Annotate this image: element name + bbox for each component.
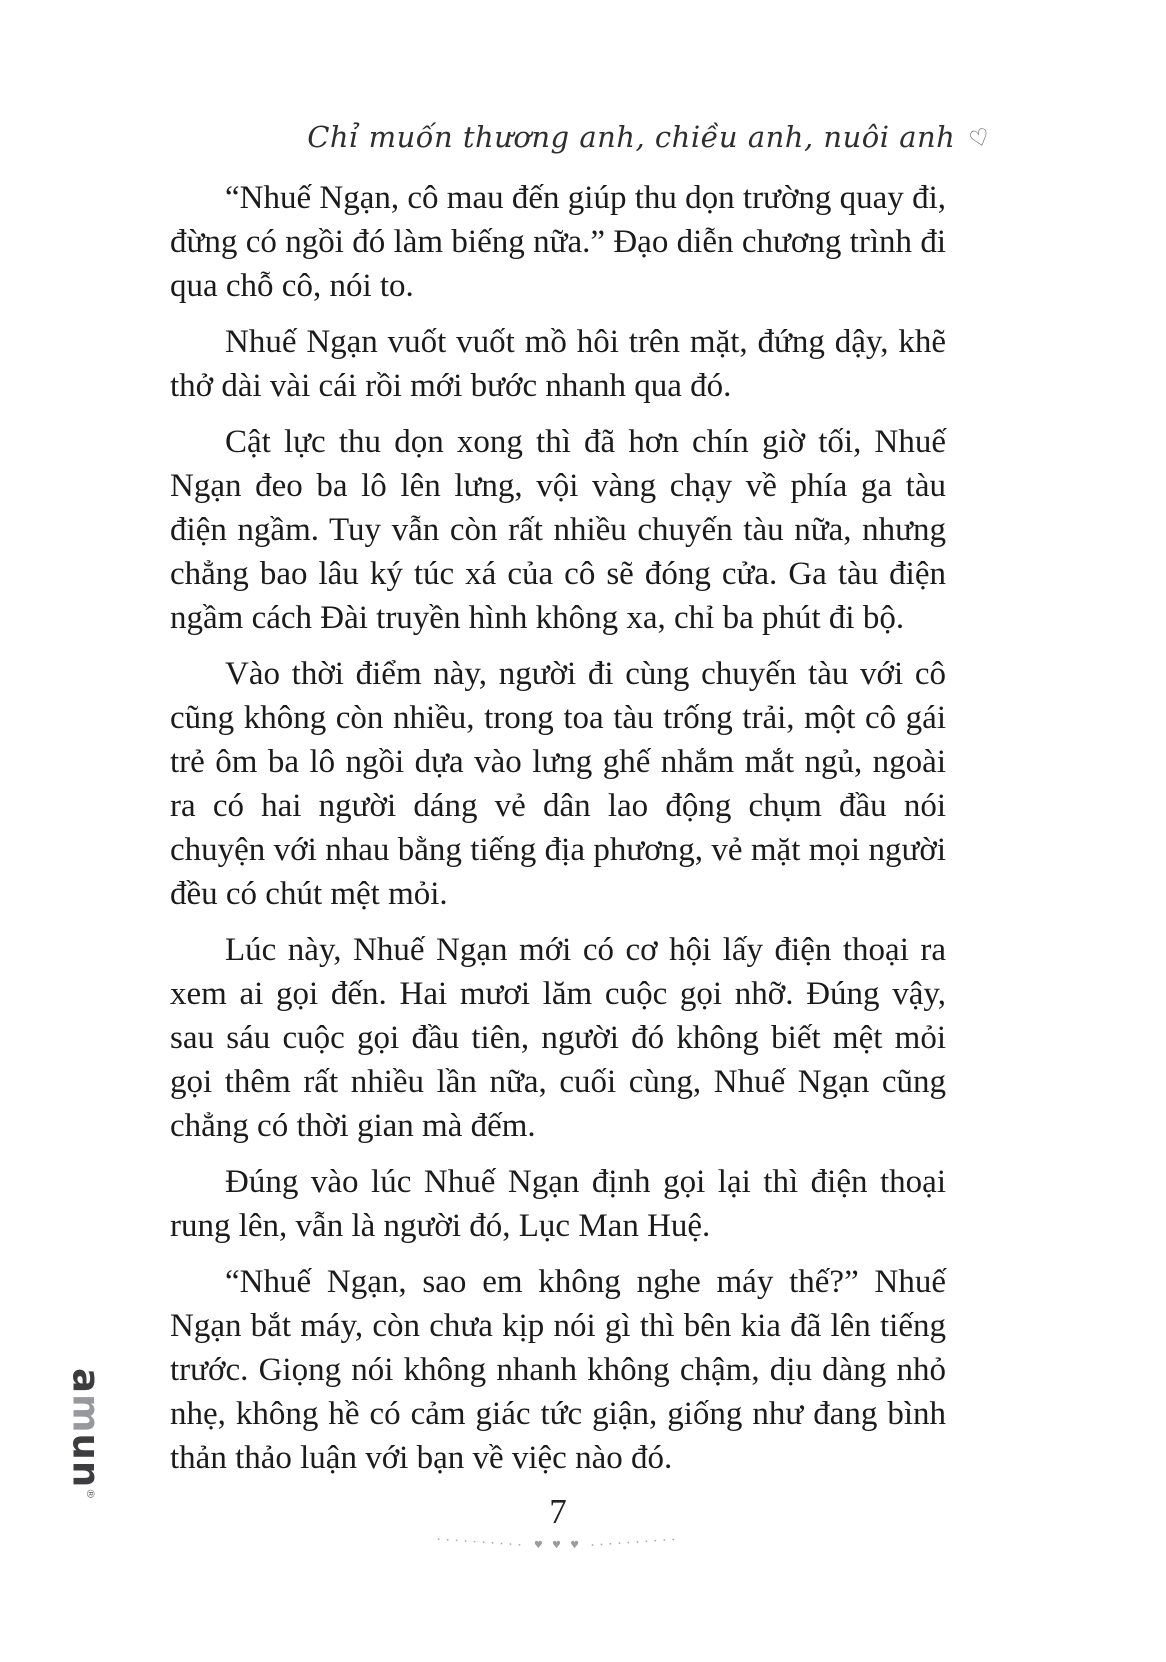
ornament-dots-left: ·········· (435, 1531, 527, 1554)
paragraph: Cật lực thu dọn xong thì đã hơn chín giờ tối, Nhuế Ngạn đeo ba lô lên lưng, vội vàng chạy về phía ga tàu điện ngầm. Tuy vẫn còn rất nhiều chuyến tàu nữa, nhưng chẳng bao lâu ký túc xá của cô sẽ đóng cửa. Ga tàu điện ngầm cách Đài truyền hình không xa, chỉ ba phút đi bộ. (170, 424, 946, 636)
running-head (307, 120, 995, 155)
ornament-hearts-icon: ♥ ♥ ♥ (533, 1539, 583, 1551)
heart-icon: ♡ (966, 123, 995, 155)
logo-letter-m: m (64, 1393, 108, 1434)
running-title: Chỉ muốn thương anh, chiều anh, nuôi anh (307, 120, 956, 154)
body-text (170, 176, 946, 1492)
page-number: 7 (549, 1492, 567, 1531)
logo-letter-a: a (64, 1368, 108, 1394)
paragraph: Nhuế Ngạn vuốt vuốt mồ hôi trên mặt, đứng dậy, khẽ thở dài vài cái rồi mới bước nhanh qua đó. (170, 324, 946, 404)
logo-letters-un: un (64, 1433, 108, 1489)
footer-ornament (170, 1531, 946, 1554)
paragraph: “Nhuế Ngạn, sao em không nghe máy thế?” Nhuế Ngạn bắt máy, còn chưa kịp nói gì thì bên kia đã lên tiếng trước. Giọng nói không nhanh không chậm, dịu dàng nhỏ nhẹ, không hề có cảm giác tức giận, giống như đang bình thản thảo luận với bạn về việc nào đó. (170, 1264, 946, 1476)
paragraph: “Nhuế Ngạn, cô mau đến giúp thu dọn trường quay đi, đừng có ngồi đó làm biếng nữa.” Đạo diễn chương trình đi qua chỗ cô, nói to. (170, 180, 946, 304)
page-footer (170, 1492, 946, 1552)
ornament-dots-right: ·········· (589, 1531, 681, 1554)
publisher-logo (64, 1368, 110, 1501)
paragraph: Vào thời điểm này, người đi cùng chuyến tàu với cô cũng không còn nhiều, trong toa tàu trống trải, một cô gái trẻ ôm ba lô ngồi dựa vào lưng ghế nhắm mắt ngủ, ngoài ra có hai người dáng vẻ dân lao động chụm đầu nói chuyện với nhau bằng tiếng địa phương, vẻ mặt mọi người đều có chút mệt mỏi. (170, 656, 946, 912)
registered-mark-icon: ® (84, 1488, 97, 1501)
paragraph: Đúng vào lúc Nhuế Ngạn định gọi lại thì điện thoại rung lên, vẫn là người đó, Lục Man Huệ. (170, 1164, 946, 1244)
paragraph: Lúc này, Nhuế Ngạn mới có cơ hội lấy điện thoại ra xem ai gọi đến. Hai mươi lăm cuộc gọi nhỡ. Đúng vậy, sau sáu cuộc gọi đầu tiên, người đó không biết mệt mỏi gọi thêm rất nhiều lần nữa, cuối cùng, Nhuế Ngạn cũng chẳng có thời gian mà đếm. (170, 932, 946, 1144)
